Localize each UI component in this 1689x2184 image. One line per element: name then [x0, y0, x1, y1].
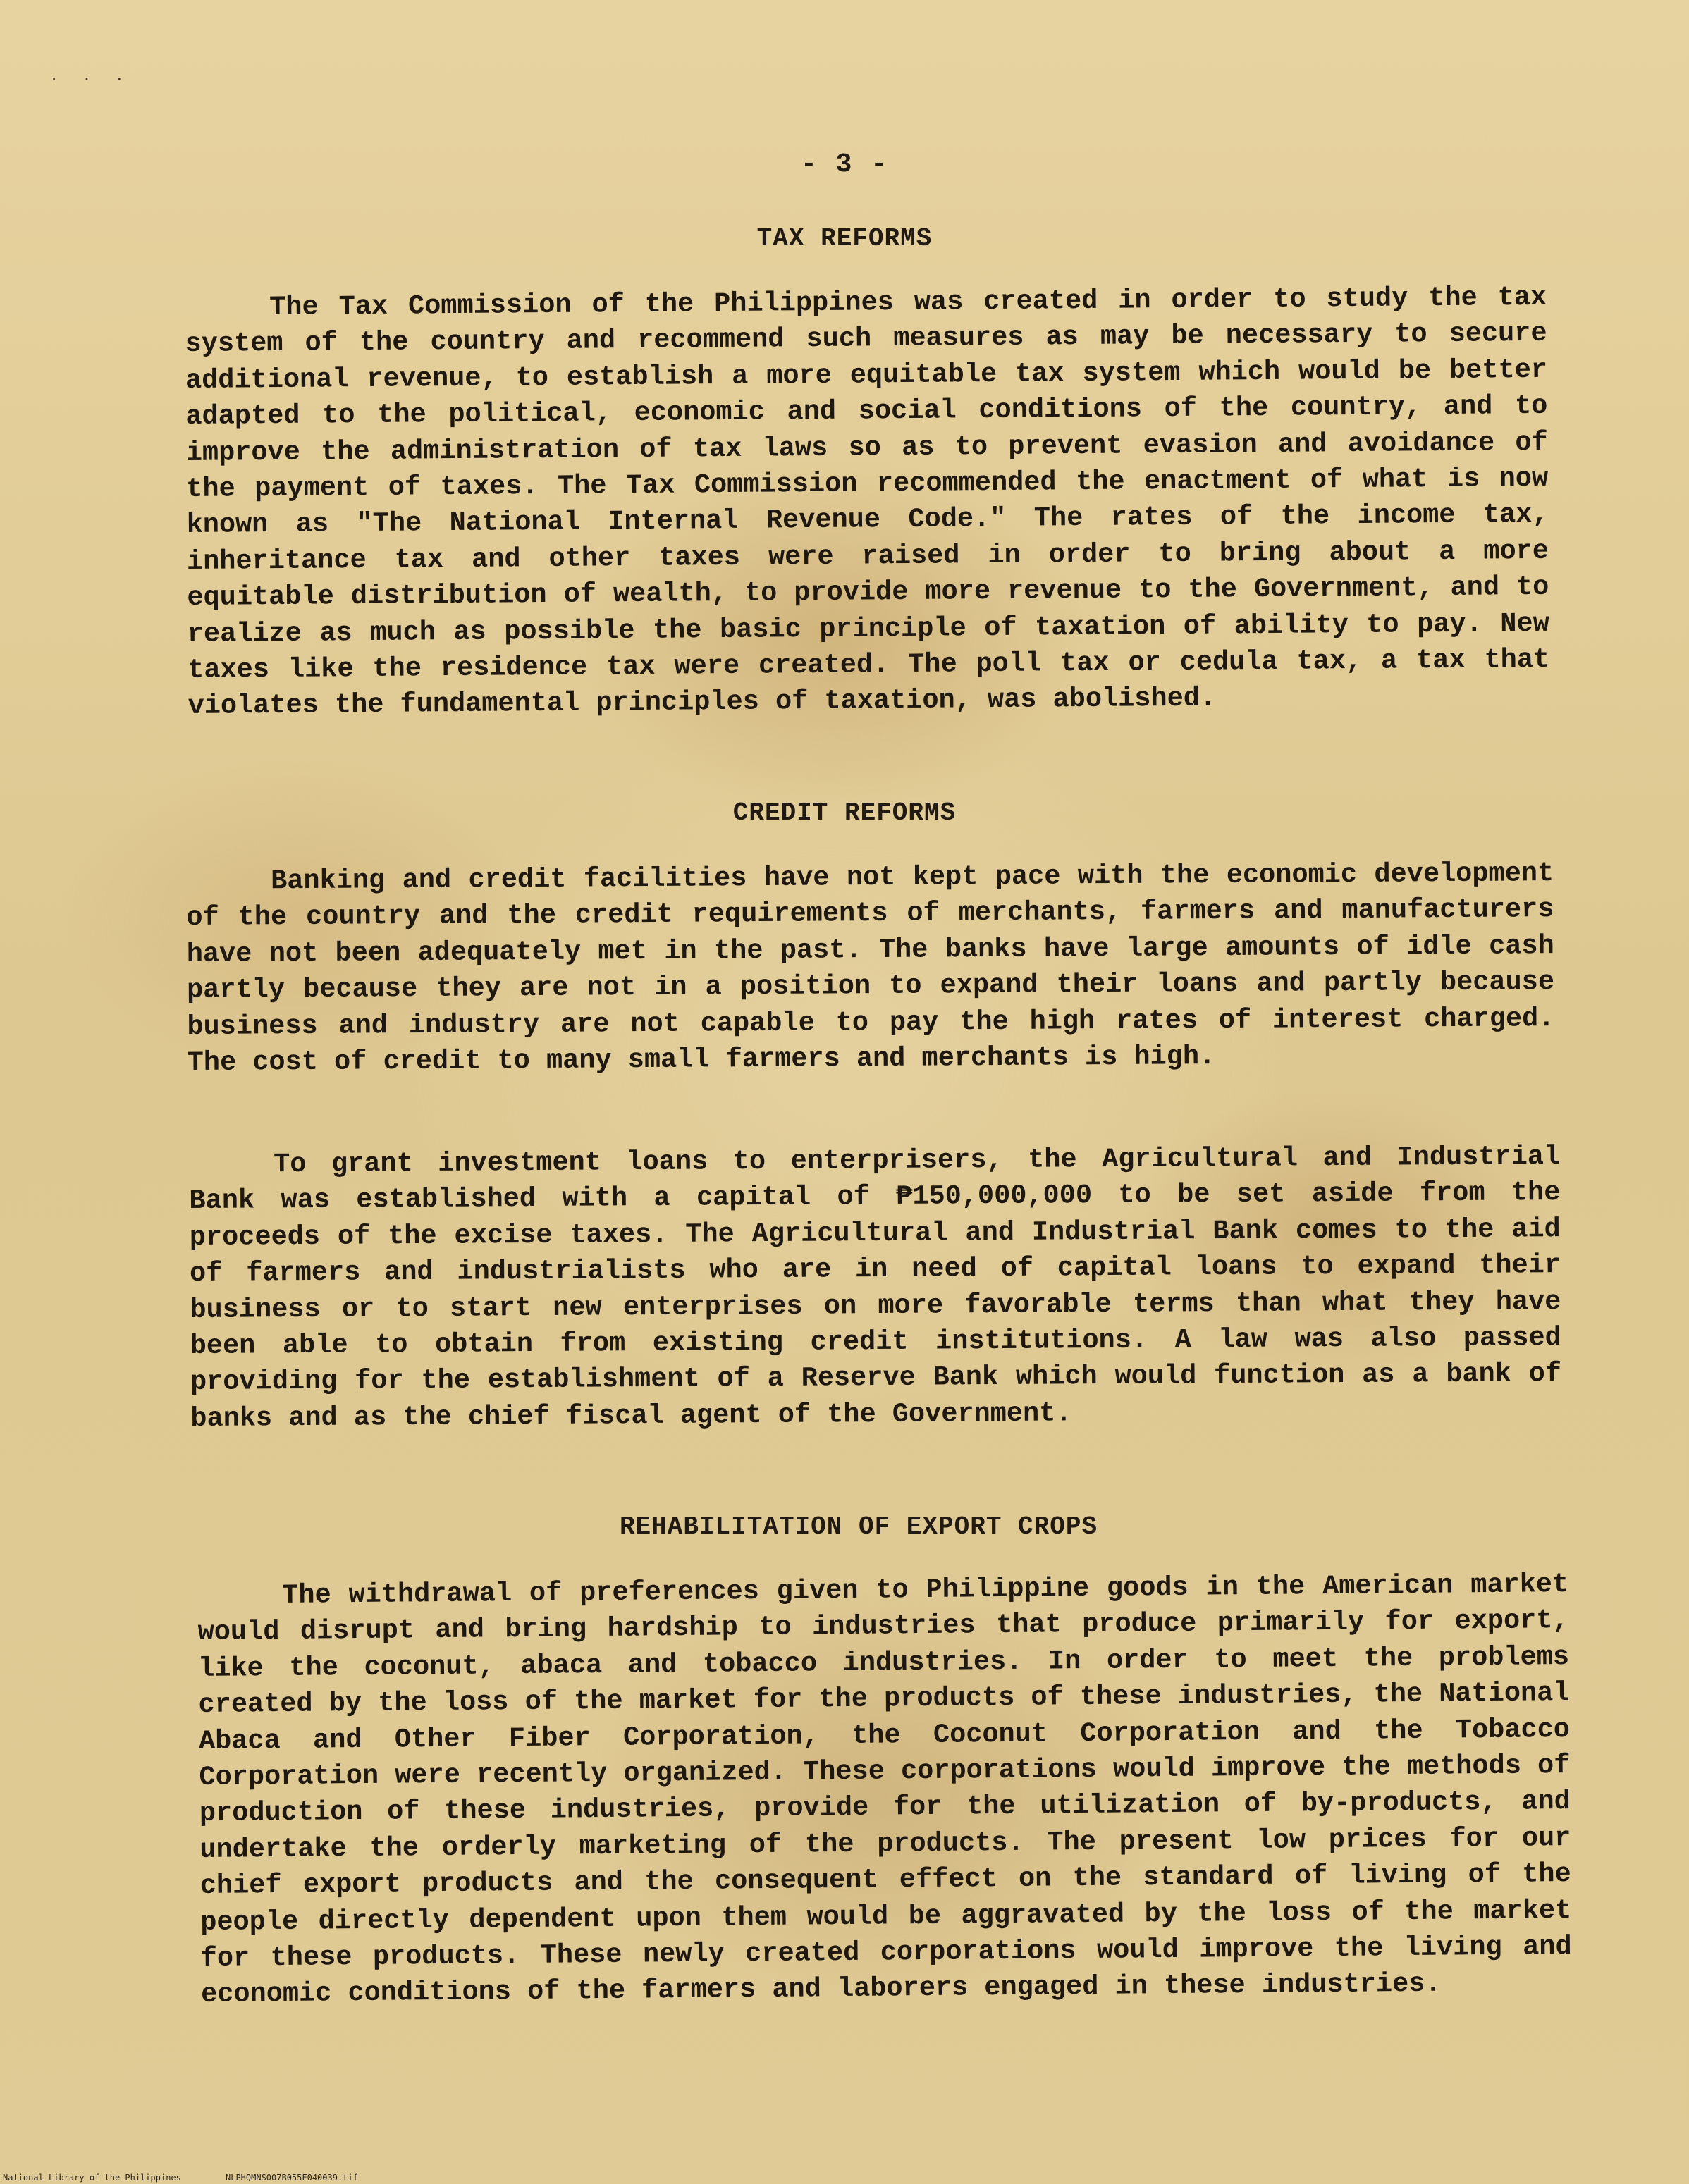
footer-library: National Library of the Philippines — [3, 2173, 181, 2183]
footer-file-id: NLPHQMNS007B055F040039.tif — [226, 2173, 358, 2183]
section-heading-tax-reforms: TAX REFORMS — [756, 224, 933, 253]
paragraph-credit-investment: To grant investment loans to enterprisers, the Agricultural and Industrial Bank was established with a capital of ₱150,000,000 to be set aside from the proceeds of the excise taxes. The Agricultural and Industrial Bank comes to the aid of farmers and industrialists who are in need of capital loans to expand their business or to start new enterprises on more favorable terms than what they have been able to obtain from existing credit institutions. A law was also passed providing for the establishment of a Reserve Bank which would function as a bank of banks and as the chief fiscal agent of the Government. — [189, 1141, 1562, 1434]
paper-specks: · · · — [49, 70, 132, 88]
page-number: - 3 - — [800, 149, 889, 180]
section-heading-credit-reforms: CREDIT REFORMS — [732, 798, 957, 827]
section-heading-export-crops: REHABILITATION OF EXPORT CROPS — [619, 1512, 1098, 1541]
paragraph-tax-reforms: The Tax Commission of the Philippines was created in order to study the tax system of the country and recommend such measures as may be necessary to secure additional revenue, to establish a more equitable tax system which would be better adapted to the political, economic and social conditions of the country, and to improve the administration of tax laws so as to prevent evasion and avoidance of the payment of taxes. The Tax Commission recommended the enactment of what is now known as "The National Internal Revenue Code." The rates of the income tax, inheritance tax and other taxes were raised in order to bring about a more equitable distribution of wealth, to provide more revenue to the Government, and to realize as much as possible the basic principle of taxation of ability to pay. New taxes like the residence tax were created. The poll tax or cedula tax, a tax that violates the fundamental principles of taxation, was abolished. — [185, 281, 1550, 722]
paragraph-credit-banking: Banking and credit facilities have not kept pace with the economic development of the country and the credit requirements of merchants, farmers and manufacturers have not been adequately met in the past. The banks have large amounts of idle cash partly because they are not in a position to expand their loans and partly because business and industry are not capable to pay the high rates of interest charged. The cost of credit to many small farmers and merchants is high. — [186, 858, 1555, 1079]
paragraph-export-crops: The withdrawal of preferences given to Philippine goods in the American market would disrupt and bring hardship to industries that produce primarily for export, like the coconut, abaca and tobacco industries. In order to meet the problems created by the loss of the market for the products of these industries, the National Abaca and Other Fiber Corporation, the Coconut Corporation and the Tobacco Corporation were recently organized. These corporations would improve the methods of production of these industries, provide for the utilization of by-products, and undertake the orderly marketing of the products. The present low prices for our chief export products and the consequent effect on the standard of living of the people directly dependent upon them would be aggravated by the loss of the market for these products. These newly created corporations would improve the living and economic conditions of the farmers and laborers engaged in these industries. — [197, 1569, 1572, 2011]
